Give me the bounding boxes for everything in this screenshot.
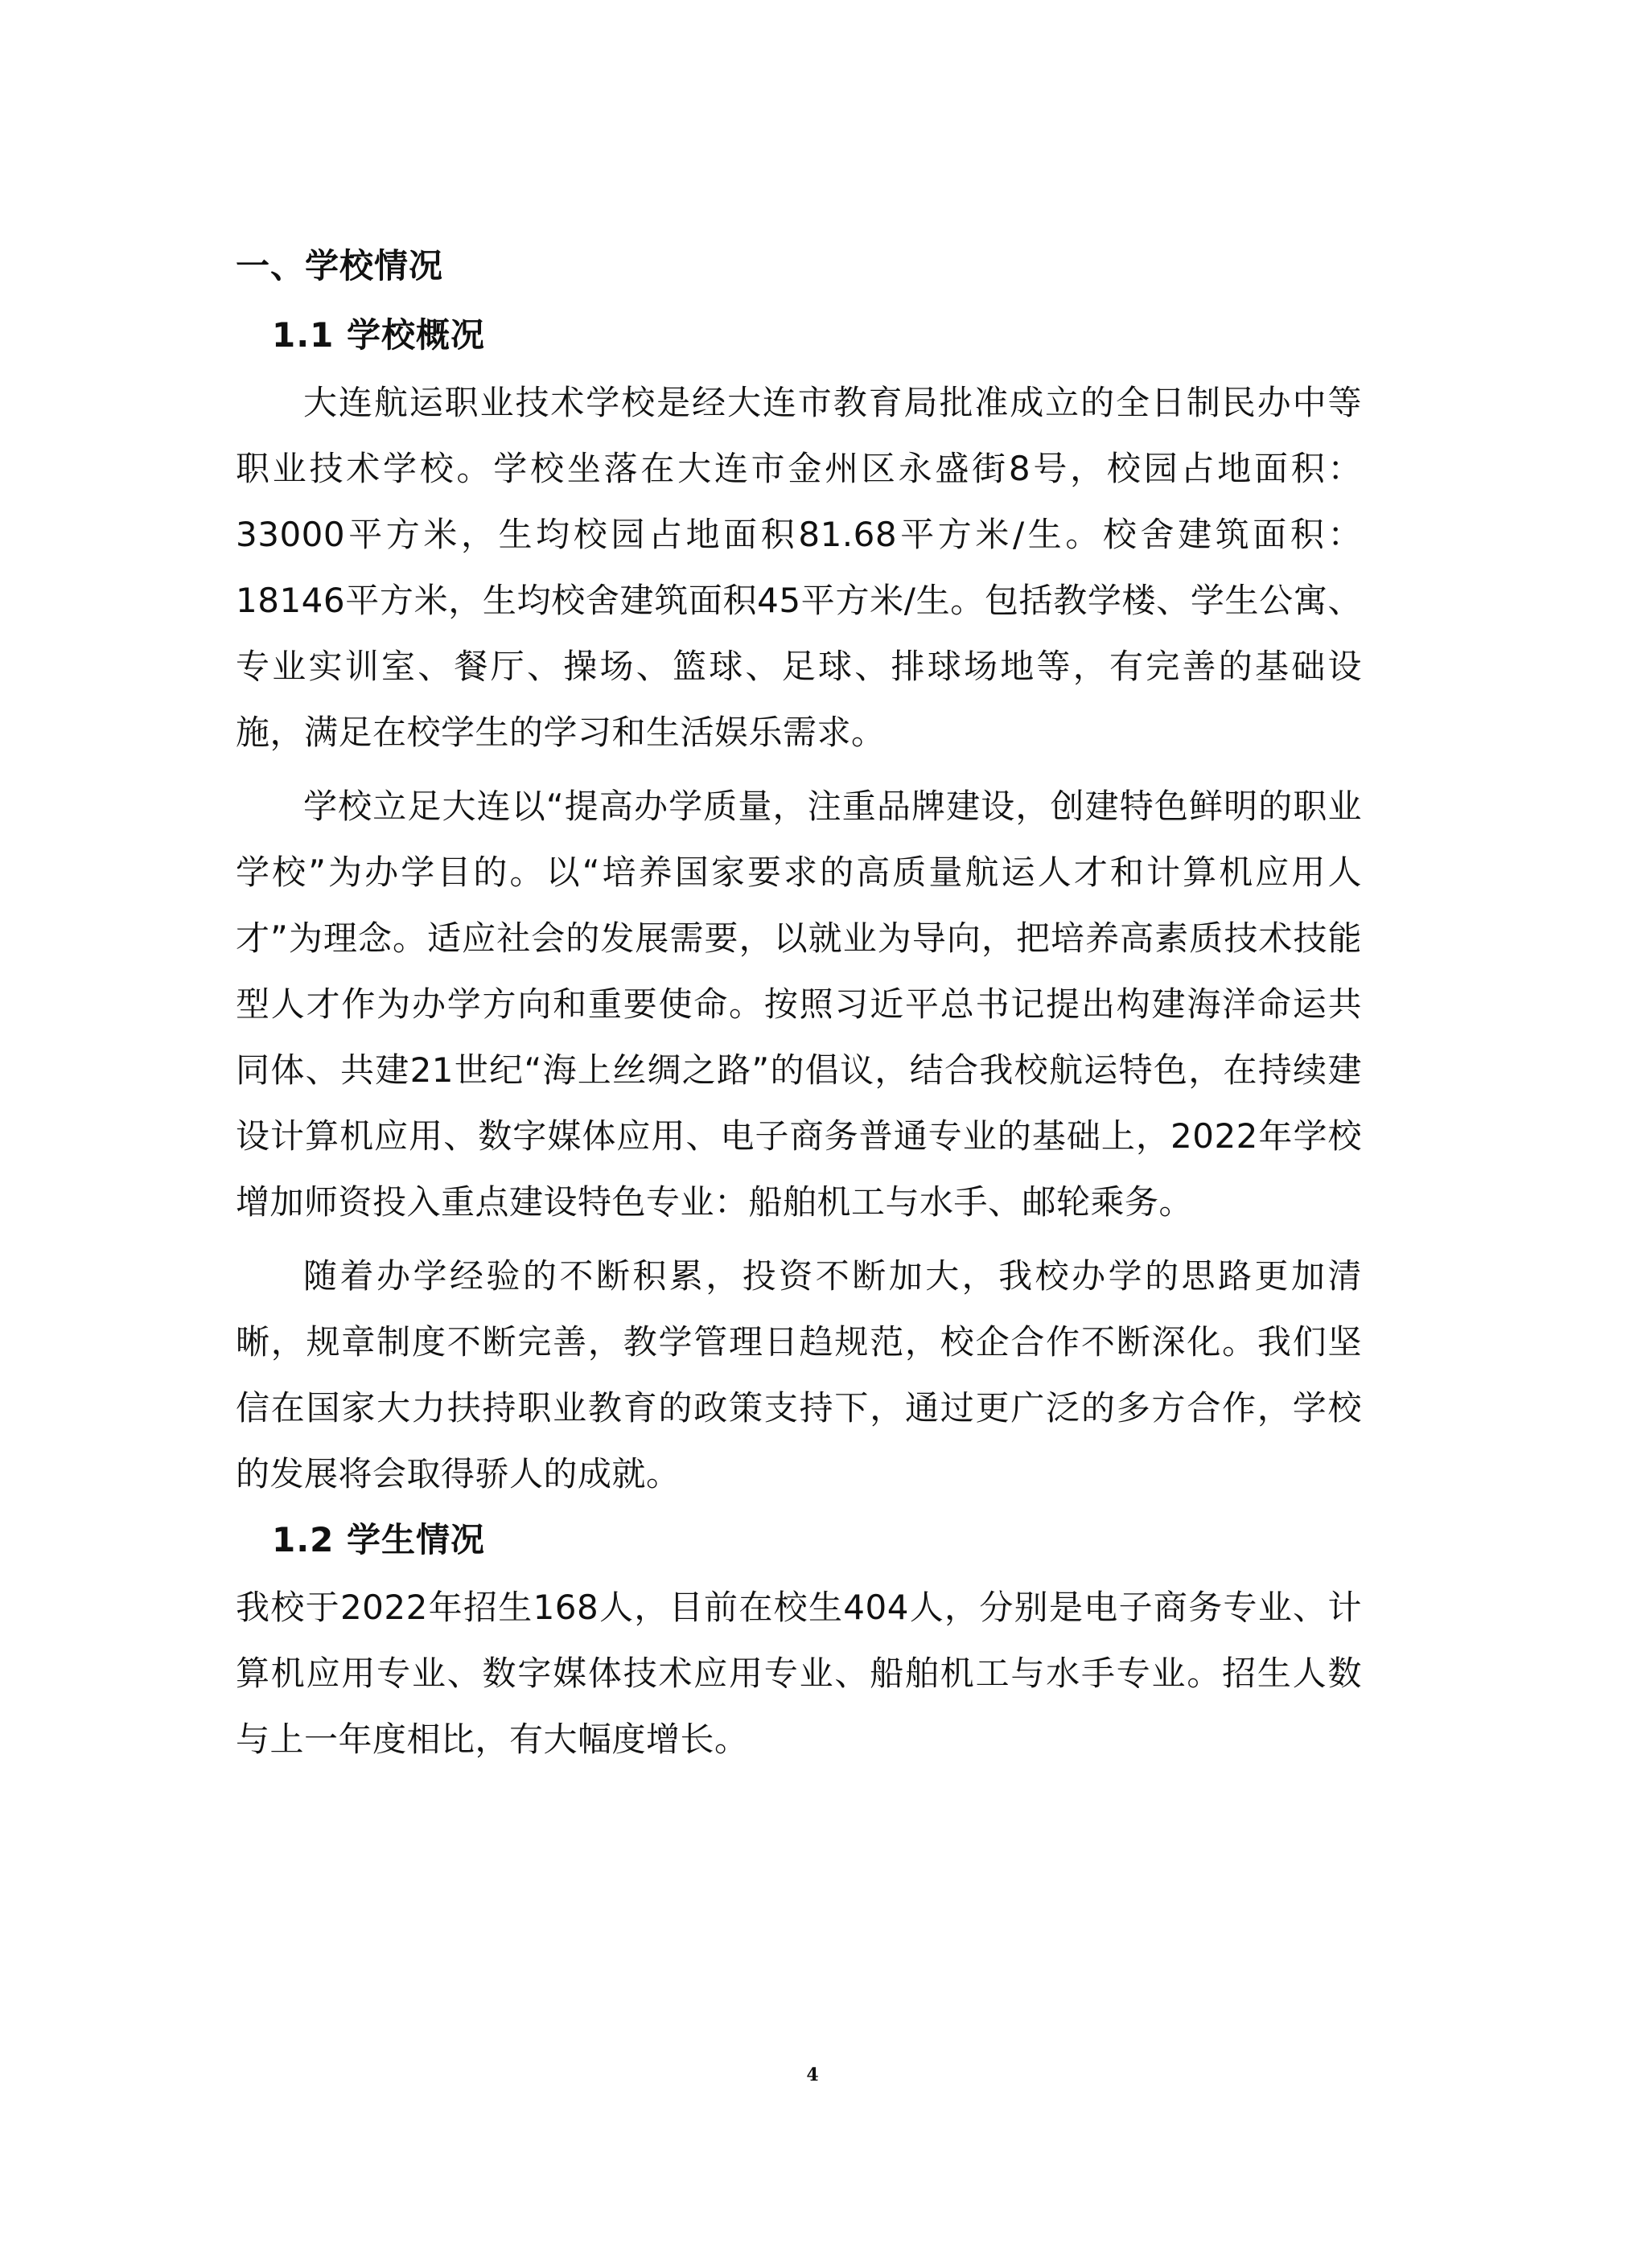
document-body: [236, 241, 1362, 1773]
paragraph-student-info: 我校于2022年招生168人，目前在校生404人，分别是电子商务专业、计算机应用专业、数字媒体技术应用专业、船舶机工与水手专业。招生人数与上一年度相比，有大幅度增长。: [236, 1588, 1362, 1759]
subsection-heading-student-info: 1.2 学生情况: [272, 1520, 486, 1559]
paragraph-school-mission: 学校立足大连以“提高办学质量，注重品牌建设，创建特色鲜明的职业学校”为办学目的。以“培养国家要求的高质量航运人才和计算机应用人才”为理念。适应社会的发展需要，以就业为导向，把培养高素质技术技能型人才作为办学方向和重要使命。按照习近平总书记提出构建海洋命运共同体、共建21世纪“海上丝绸之路”的倡议，结合我校航运特色，在持续建设计算机应用、数字媒体应用、电子商务普通专业的基础上，2022年学校增加师资投入重点建设特色专业：船舶机工与水手、邮轮乘务。: [236, 787, 1362, 1222]
section-heading-school-overview: 一、学校情况: [236, 246, 444, 286]
paragraph-school-profile: 大连航运职业技术学校是经大连市教育局批准成立的全日制民办中等职业技术学校。学校坐落在大连市金州区永盛街8号，校园占地面积：33000平方米，生均校园占地面积81.68平方米/生。校舍建筑面积：18146平方米，生均校舍建筑面积45平方米/生。包括教学楼、学生公寓、专业实训室、餐厅、操场、篮球、足球、排球场地等，有完善的基础设施，满足在校学生的学习和生活娱乐需求。: [236, 383, 1362, 752]
paragraph-school-development: 随着办学经验的不断积累，投资不断加大，我校办学的思路更加清晰，规章制度不断完善，教学管理日趋规范，校企合作不断深化。我们坚信在国家大力扶持职业教育的政策支持下，通过更广泛的多方合作，学校的发展将会取得骄人的成就。: [236, 1256, 1362, 1494]
page-number: 4: [806, 2065, 819, 2085]
subsection-heading-school-profile: 1.1 学校概况: [272, 315, 486, 355]
